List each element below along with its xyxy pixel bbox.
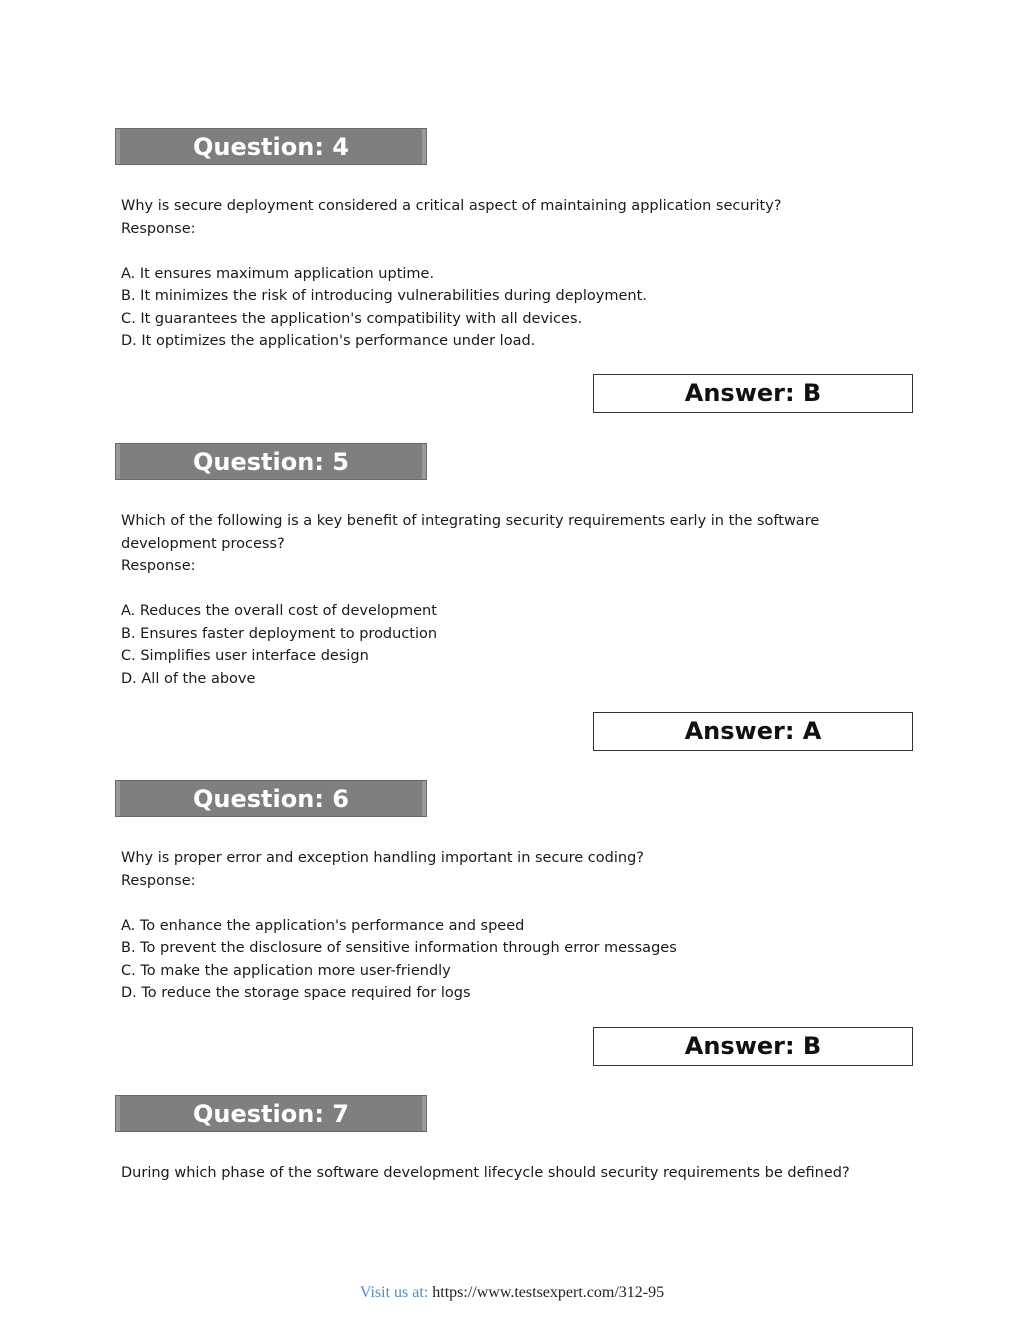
page-footer xyxy=(0,1284,1024,1302)
option-c: C. To make the application more user-friendly xyxy=(121,962,451,979)
question-4-body xyxy=(121,195,901,353)
question-text: development process? xyxy=(121,535,285,552)
question-5-heading: Question: 5 xyxy=(115,443,427,480)
question-4-answer: Answer: B xyxy=(593,374,913,413)
question-6-body xyxy=(121,847,901,1005)
footer-label: Visit us at: xyxy=(359,1284,429,1301)
question-text: Why is proper error and exception handling important in secure coding? xyxy=(121,850,644,866)
question-text: Why is secure deployment considered a critical aspect of maintaining application security? xyxy=(121,198,782,214)
option-d: D. All of the above xyxy=(121,670,256,687)
question-6-answer: Answer: B xyxy=(593,1027,913,1066)
question-6-heading: Question: 6 xyxy=(115,780,427,817)
response-label: Response: xyxy=(121,558,196,574)
option-b: B. Ensures faster deployment to production xyxy=(121,625,438,642)
question-7-body xyxy=(121,1162,901,1185)
option-a: A. To enhance the application's performance and speed xyxy=(121,917,525,934)
option-b: B. It minimizes the risk of introducing vulnerabilities during deployment. xyxy=(121,288,647,304)
question-7-heading: Question: 7 xyxy=(115,1095,427,1132)
option-b: B. To prevent the disclosure of sensitive information through error messages xyxy=(121,940,677,956)
response-label: Response: xyxy=(121,872,196,889)
option-c: C. Simplifies user interface design xyxy=(121,648,369,664)
option-c: C. It guarantees the application's compatibility with all devices. xyxy=(121,310,583,327)
option-d: D. It optimizes the application's performance under load. xyxy=(121,333,536,349)
response-label: Response: xyxy=(121,220,196,237)
question-4-heading: Question: 4 xyxy=(115,128,427,165)
question-5-body xyxy=(121,510,901,690)
question-text: During which phase of the software development lifecycle should security requirements be defined? xyxy=(121,1165,850,1181)
question-5-answer: Answer: A xyxy=(593,712,913,751)
footer-url-link[interactable]: https://www.testsexpert.com/312-95 xyxy=(432,1284,665,1301)
question-text: Which of the following is a key benefit of integrating security requirements early in the software xyxy=(121,513,820,529)
option-d: D. To reduce the storage space required for logs xyxy=(121,985,471,1001)
option-a: A. It ensures maximum application uptime. xyxy=(121,265,435,282)
option-a: A. Reduces the overall cost of development xyxy=(121,603,437,619)
